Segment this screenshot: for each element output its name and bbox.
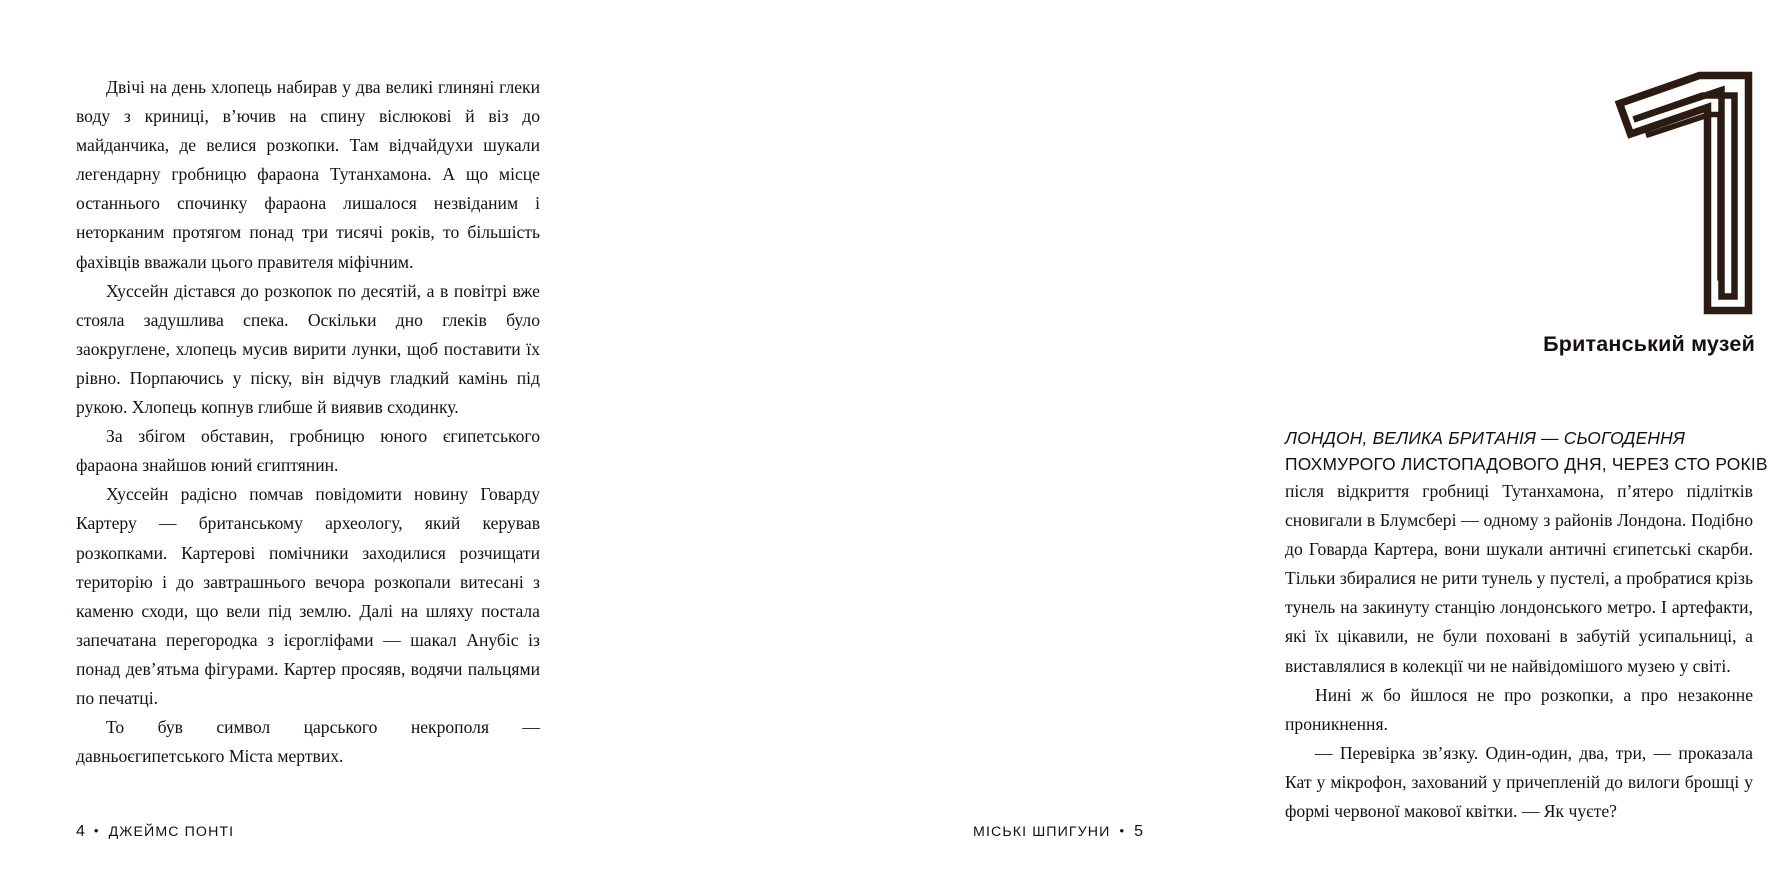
separator-dot-icon: • <box>1119 823 1126 838</box>
paragraph: Двічі на день хлопець набирав у два великі глиняні глеки воду з криниці, в’ючив на спину віслюкові й віз до майданчика, де велися розкопки. Там відчайдухи шукали легендарну гробницю фараона Тутанхамона. А що місце останнього спочинку фараона лишалося незвіданим і неторканим протягом понад три тисячі років, то більшість фахівців вважали цього правителя міфічним. <box>76 77 540 272</box>
right-text-column <box>1285 425 1768 826</box>
paragraph: То був символ царського некрополя — давньоєгипетського Міста мертвих. <box>76 717 540 767</box>
scene-slug-location: ЛОНДОН, ВЕЛИКА БРИТАНІЯ — СЬОГОДЕННЯ <box>1285 428 1685 448</box>
paragraph: Хуссейн дістався до розкопок по десятій, а в повітрі вже стояла задушлива спека. Оскільки дно глеків було заокруглене, хлопець мусив вирити лунки, щоб поставити їх рівно. Порпаючись у піску, він відчув гладкий камінь під рукою. Хлопець копнув глибше й виявив сходинку. <box>76 280 540 418</box>
left-page <box>0 0 610 883</box>
paragraph: — Перевірка зв’язку. Один-один, два, три, — проказала Кат у мікрофон, захований у причепленій до вилоги брошці у формі червоної макової квітки. — Як чуєте? <box>1285 742 1753 822</box>
running-head-title: МІСЬКІ ШПИГУНИ <box>973 824 1111 840</box>
scene-slug-time: ПОХМУРОГО ЛИСТОПАДОВОГО ДНЯ, ЧЕРЕЗ СТО РОКІВ <box>1285 454 1768 474</box>
paragraph: За збігом обставин, гробницю юного єгипетського фараона знайшов юний єгиптянин. <box>76 426 540 476</box>
folio-number: 5 <box>1134 823 1143 840</box>
scene-slug-block <box>1285 425 1768 681</box>
running-head-author: ДЖЕЙМС ПОНТІ <box>108 824 235 840</box>
paragraph: Нині ж бо йшлося не про розкопки, а про незаконне проникнення. <box>1285 684 1753 734</box>
left-page-footer <box>76 823 234 841</box>
separator-dot-icon: • <box>93 823 100 838</box>
chapter-title: Британський музей <box>1543 332 1755 356</box>
right-page <box>609 0 1768 883</box>
folio-number: 4 <box>76 823 85 840</box>
chapter-number-glyph <box>1612 72 1754 314</box>
left-text-column <box>76 73 540 771</box>
paragraph: після відкриття гробниці Тутанхамона, п’ятеро підлітків сновигали в Блумсбері — одному з районів Лондона. Подібно до Говарда Картера, вони шукали античні єгипетські скарби. Тільки збиралися не рити тунель у пустелі, а пробратися крізь тунель на закинуту станцію лондонського метро. І артефакти, які їх цікавили, не були поховані в забутій усипальниці, а виставлялися в колекції чи не найвідомішого музею у світі. <box>1285 481 1753 676</box>
right-page-footer <box>973 823 1143 841</box>
paragraph: Хуссейн радісно помчав повідомити новину Говарду Картеру — британському археологу, який керував розкопками. Картерові помічники заходилися розчищати територію і до завтрашнього вечора розкопали витесані з каменю сходи, що вели під землю. Далі на шляху постала запечатана перегородка з ієрогліфами — шакал Анубіс із понад дев’ятьма фігурами. Картер просяяв, водячи пальцями по печатці. <box>76 484 540 708</box>
